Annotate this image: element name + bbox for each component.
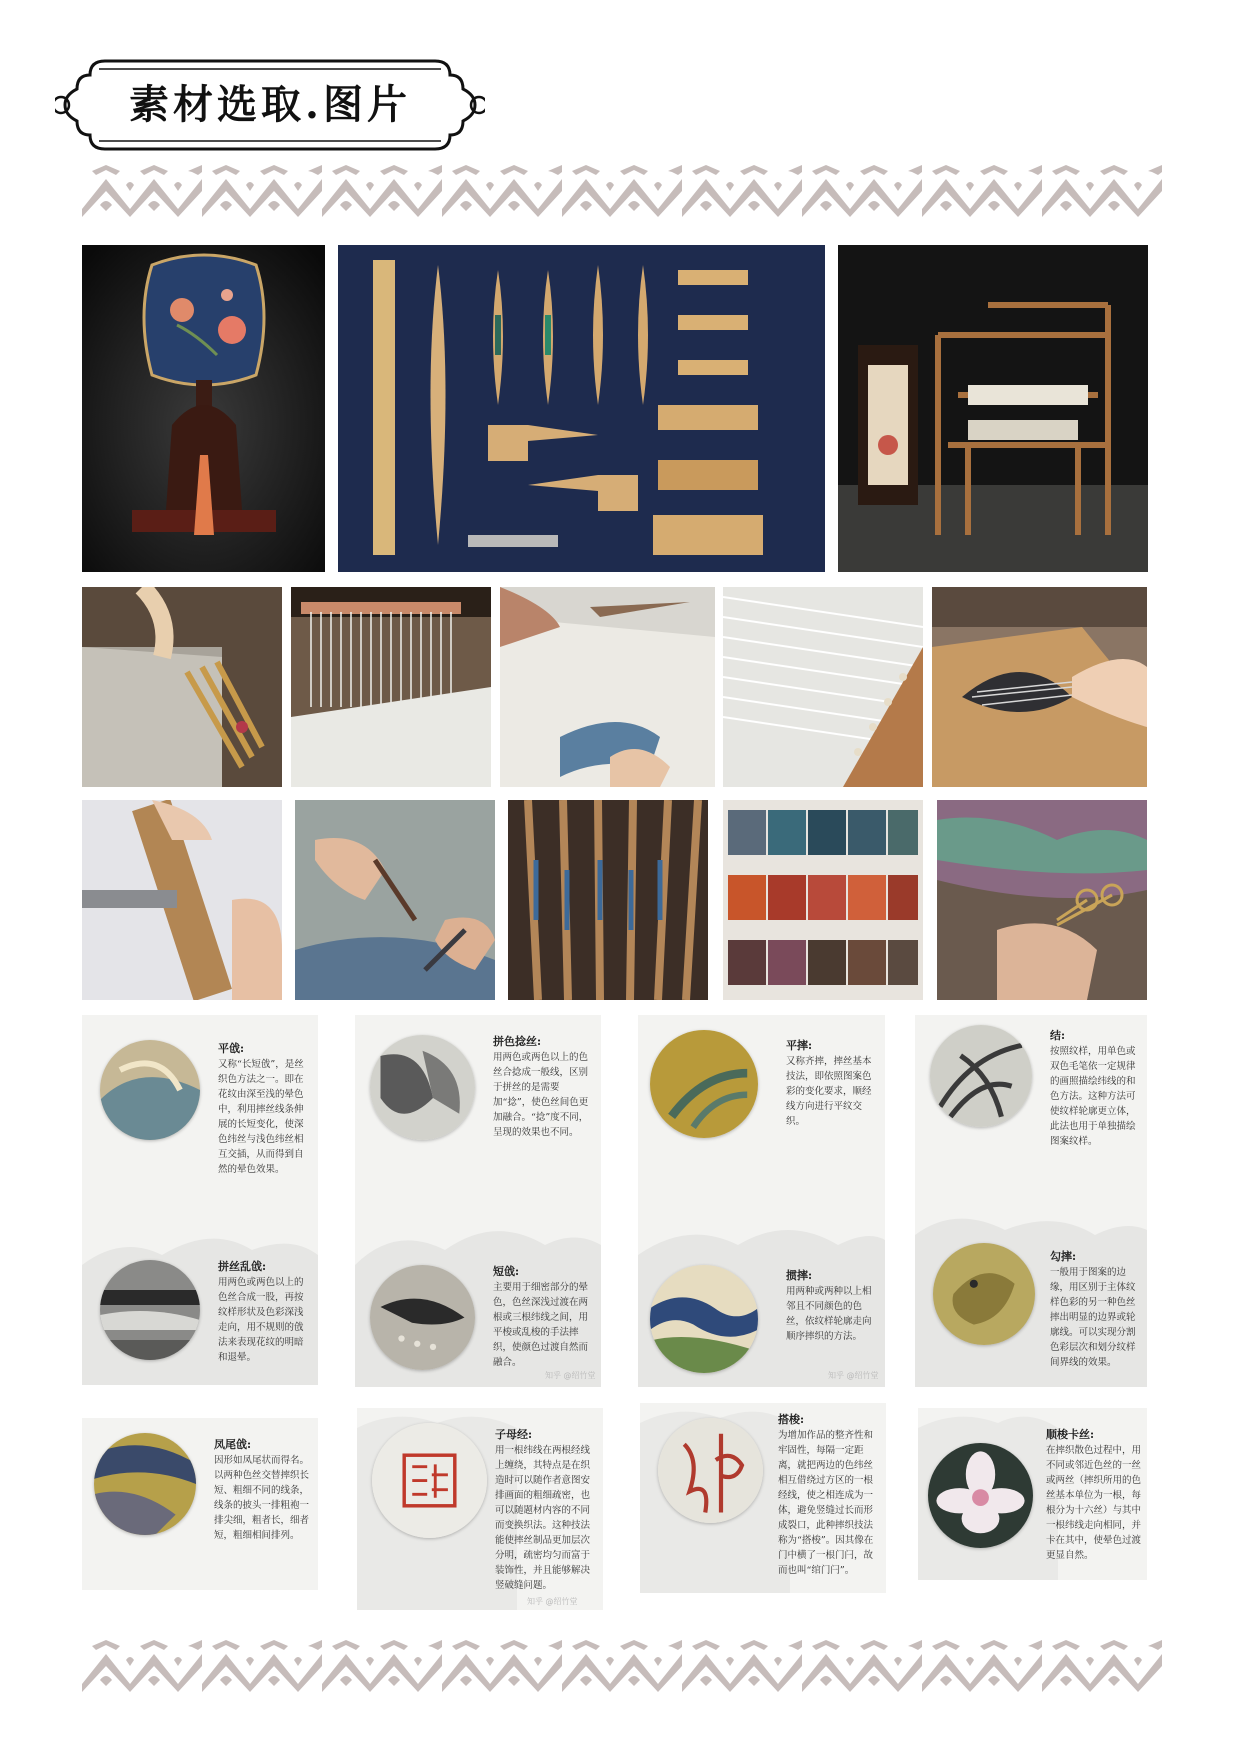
decorative-band-bottom: [82, 1640, 1162, 1692]
technique-text: 用一根纬线在两根经线上缠绕，其特点是在织造时可以随作者意图安排画面的粗细疏密，也可以随题材内容的不同而变换织法。这种技法能使摔丝制品更加层次分明，疏密均匀而富于装饰性，并且能够解决竖破缝问题。: [495, 1445, 591, 1591]
photo-weaving-shuttle: [500, 587, 715, 787]
technique-card: [918, 1408, 1147, 1580]
photo-beating-weft: [82, 800, 282, 1000]
photo-hanging-bobbins: [508, 800, 708, 1000]
technique-title: 拼色捻丝:: [493, 1035, 542, 1048]
decorative-band-top: [82, 165, 1162, 217]
technique-title: 勾摔:: [1050, 1250, 1077, 1263]
technique-text: 又称齐摔，摔丝基本技法，即依照图案色彩的变化要求，顺经线方向进行平纹交织。: [786, 1056, 872, 1127]
swatch-zi-mu-jing: [372, 1423, 487, 1538]
technique-title: 搭梭:: [778, 1413, 805, 1426]
technique-card: [357, 1408, 603, 1610]
title-cartouche: [55, 55, 485, 155]
technique-title: 平摔:: [786, 1039, 813, 1052]
photo-hand-weaving-bobbins: [82, 587, 282, 787]
swatch-da-suo: [658, 1418, 763, 1523]
page-title: 素材选取.图片: [129, 81, 411, 128]
technique-card: [638, 1015, 885, 1387]
swatch-duan-qiang: [370, 1265, 475, 1370]
technique-text: 又称“长短戗”，是丝织色方法之一。即在花纹由深至浅的晕色中，利用摔丝线条伸展的长短变化，使深色纬丝与浅色纬丝相互交插，从而得到自然的晕色效果。: [218, 1059, 304, 1175]
swatch-pin-se-nian-si: [370, 1035, 475, 1140]
technique-text: 用两种或两种以上相邻且不同颜色的色丝，依纹样轮廓走向顺序摔织的方法。: [786, 1286, 872, 1342]
technique-card: [355, 1015, 601, 1387]
technique-text: 因形如凤尾状而得名。以两种色丝交替摔织长短、粗细不同的线条，线条的披头一排粗袍一排尖细，粗者长，细者短，粗细相间排列。: [214, 1455, 310, 1541]
technique-card: [640, 1403, 886, 1593]
swatch-feng-wei-qiang: [94, 1433, 196, 1535]
technique-title: 子母经:: [495, 1428, 533, 1441]
swatch-shun-suo-ka-si: [928, 1443, 1033, 1548]
watermark: 知乎 @绍竹堂: [527, 1597, 578, 1606]
technique-text: 为增加作品的整齐性和牢固性，每隔一定距离，就把两边的色纬丝相互借绕过方区的一根经线，使之相连成为一体，避免竖缝过长而形成裂口，此种摔织技法称为“搭梭”。因其像在门中横了一根门闩，故而也叫“绾门闩”。: [778, 1430, 874, 1576]
photo-white-warp-threads: [291, 587, 491, 787]
swatch-ping-qiang: [100, 1040, 200, 1140]
photo-warp-on-beam: [723, 587, 923, 787]
swatch-gou-shuai: [933, 1243, 1035, 1345]
photo-hands-weaving-pattern: [295, 800, 495, 1000]
technique-title: 结:: [1050, 1029, 1066, 1042]
watermark: 知乎 @绍竹堂: [545, 1371, 596, 1380]
technique-text: 用两色或两色以上的色丝合捻成一般线，区别于拼丝的是需要加“捻”，使色丝间色更加融合。“捻”度不同，呈现的效果也不同。: [493, 1052, 589, 1138]
technique-text: 在摔织散色过程中，用不同或邻近色丝的一丝或两丝（摔织所用的色丝基本单位为一根，每根分为十六丝）与其中一根纬线走向相同，并卡在其中，使晕色过渡更显自然。: [1046, 1445, 1142, 1561]
swatch-jie: [930, 1025, 1032, 1127]
technique-card: [915, 1015, 1147, 1387]
photo-colored-silk-skeins: [723, 800, 923, 1000]
photo-brushing-silk: [932, 587, 1147, 787]
photo-palace-fan: [82, 245, 325, 572]
swatch-guan-shuai: [650, 1265, 758, 1373]
technique-text: 按照纹样，用单色或双色毛笔依一定规律的画照描绘纬线的和色方法。这种方法可使纹样轮廓更立体，此法也用于单独描绘图案纹样。: [1050, 1046, 1136, 1147]
technique-title: 短戗:: [493, 1265, 520, 1278]
photo-loom-display: [838, 245, 1148, 572]
watermark: 知乎 @绍竹堂: [828, 1371, 879, 1380]
technique-title: 平戗:: [218, 1042, 245, 1055]
technique-title: 掼摔:: [786, 1269, 813, 1282]
swatch-pin-si-luan-qiang: [100, 1260, 200, 1360]
technique-title: 拼丝乱戗:: [218, 1260, 267, 1273]
technique-text: 用两色或两色以上的色丝合成一股，再按纹样形状及色彩深浅走向，用不规则的戗法来表现花纹的明暗和退晕。: [218, 1277, 304, 1363]
technique-title: 凤尾戗:: [214, 1438, 252, 1451]
swatch-ping-shuai: [650, 1030, 758, 1138]
technique-text: 一般用于图案的边缘，用区别于主体纹样色彩的另一种色丝摔出明显的边界或轮廓线。可以实现分割色彩层次和划分纹样间界线的效果。: [1050, 1267, 1136, 1368]
technique-card: [82, 1418, 318, 1590]
technique-title: 顺梭卡丝:: [1046, 1428, 1095, 1441]
technique-text: 主要用于细密部分的晕色，色丝深浅过渡在两根或三根纬线之间，用平梭或乱梭的手法摔织，使颜色过渡自然而融合。: [493, 1282, 589, 1368]
technique-card: [82, 1015, 318, 1385]
photo-trimming-silk: [937, 800, 1147, 1000]
photo-weaving-tools: [338, 245, 825, 572]
